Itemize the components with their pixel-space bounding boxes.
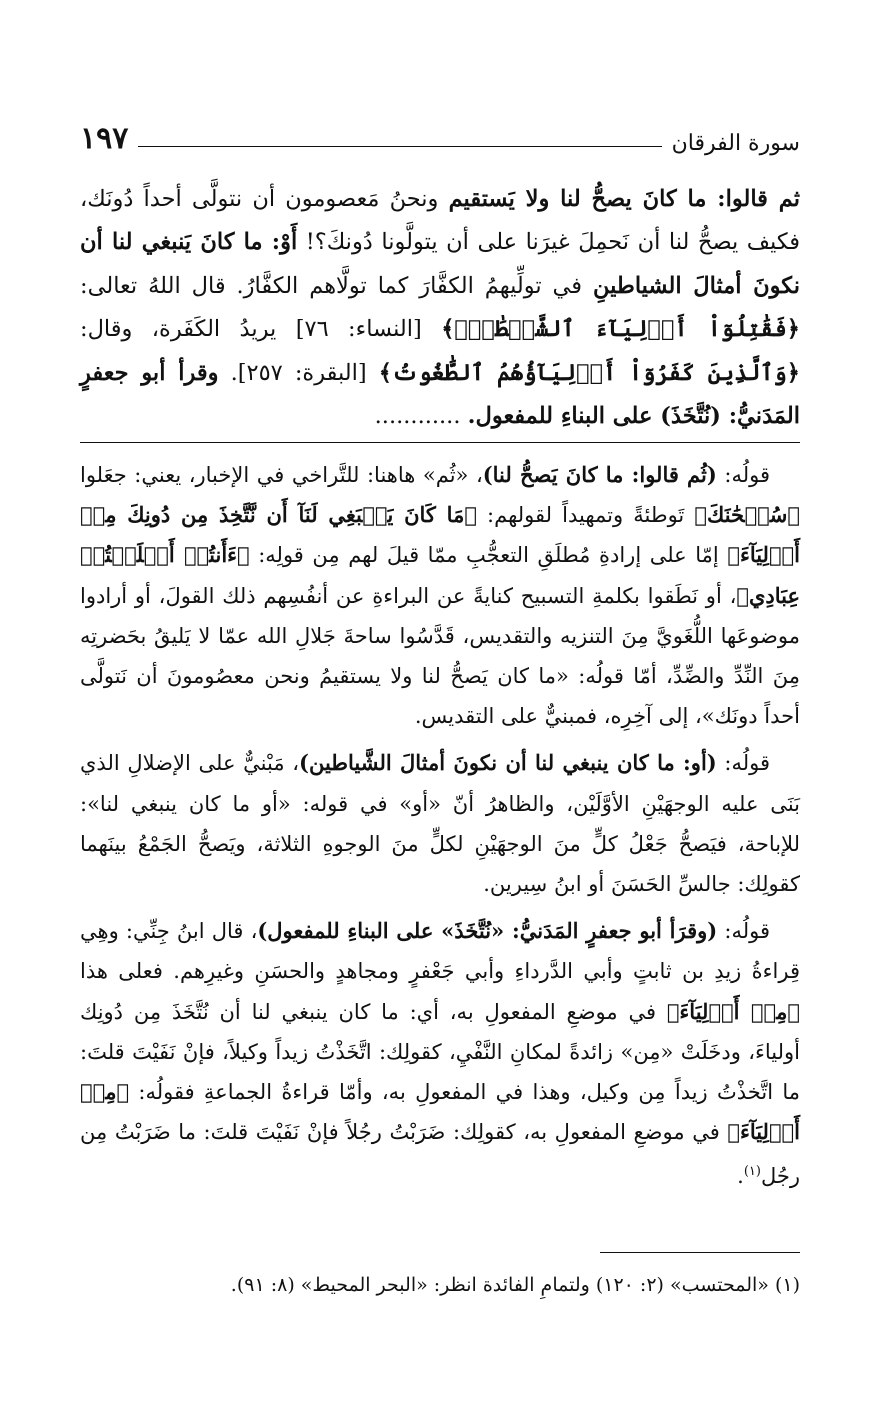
quran-verse: ﴿مِنۡ أَوۡلِيَآءَ﴾ [80,1079,800,1145]
page-header [80,112,800,156]
header-rule [138,146,661,147]
quran-verse: ﴿ءَأَنتُمۡ أَضۡلَلۡتُمۡ عِبَادِي﴾ [80,542,800,608]
bold-phrase: (ثُم قالوا: ما كانَ يَصحُّ لنا) [482,462,717,487]
quran-verse: ﴿مَا كَانَ يَنۢبَغِي لَنَآ أَن نَّتَّخِذَ مِن دُونِكَ مِنۡ أَوۡلِيَآءَ﴾ [80,502,800,568]
bold-phrase: أَوْ: ما كانَ يَنبغي لنا أن نكونَ أمثالَ الشياطينِ [80,229,800,299]
quran-verse: ﴿وَٱلَّذِينَ كَفَرُوٓاْ أَوۡلِيَآؤُهُمُ ٱلطَّٰغُوتُ﴾ [378,359,800,386]
text-run: قولُه: [716,751,771,776]
footnote-marker[interactable]: (١) [743,1164,761,1180]
footnote-rule [600,1252,800,1253]
bold-phrase: (أو: ما كان ينبغي لنا أن نكونَ أمثالَ الشَّياطين) [299,750,717,776]
dot-leader: ............ [374,403,468,430]
bold-phrase: ثم قالوا: ما كانَ يصحُّ لنا ولا يَستقيم [448,186,801,212]
text-run: ونحنُ مَعصومون أن نتولَّى أحداً دُونَك، فكيف يصحُّ لنا أن نَحمِلَ غيرَنا على أن يتولَّونا دُونكَ؟! [80,186,801,256]
text-run: قولُه: [717,919,770,944]
main-paragraph [80,178,800,438]
text-run: في تولِّيهمُ الكفَّارَ كما تولَّاهم الكفَّارُ. قال اللهُ تعالى: [80,272,593,299]
text-run: ، «ثُم» هاهنا: للتَّراخي في الإخبار، يعني: جعَلوا [80,463,483,487]
commentary-paragraph [80,455,800,736]
commentary [80,455,800,1197]
page-number: ١٩٧ [80,121,129,156]
footnote: (١) «المحتسب» (٢: ١٢٠) ولتمامِ الفائدة انظر: «البحر المحيط» (٨: ٩١). [230,1274,800,1296]
text-run: ، أو نَطَقوا بكلمةِ التسبيح كنايةً عن البراءةِ عن أنفُسِهم ذلك القولَ، أو أرادوا موضوعَها اللُّغَويَّ مِنَ التنزيه والتقديس، قَدَّسُوا ساحةَ جَلالِ الله عمّا لا يَليقُ بحَضرتِه مِنَ النِّدِّ والضِّدِّ، أمّا قولُه: «ما كان يَصحُّ لنا ولا يستقيمُ ونحن معصُومونَ أن نَتولَّى أحداً دونَك»، إلى آخِرِه، فمبنيٌّ على التقديس. [80,583,800,729]
text-run: قولُه: [716,463,770,487]
text-run: في موضعِ المفعولِ به، أي: ما كان ينبغي لنا أن نُتَّخَذَ مِن دُونِك أولياءَ، ودخَلَتْ «مِن» زائدةً لمكانِ النَّفْيِ، كقولِك: اتَّخَذْتُ زيداً وكيلاً، فإنْ نَفَيْتَ قلتَ: ما اتَّخذْتُ زيداً مِن وكيل، وهذا في المفعولِ به، وأمّا قراءةُ الجماعةِ فقولُه: [80,999,800,1105]
text-run: في موضعِ المفعولِ به، كقولِك: ضَرَبْتُ رجُلاً فإنْ نَفَيْتَ قلتَ: ما ضَرَبْتُ مِن رجُل [80,1120,800,1189]
bold-phrase: (وقرَأ أبو جعفرٍ المَدَنيُّ: «نُتَّخَذَ» على البناءِ للمفعول) [257,918,718,944]
bold-phrase: وقرأ أبو جعفرٍ المَدَنيُّ: (نُتَّخَذَ) على البناءِ للمفعول. [80,359,800,430]
commentary-paragraph [80,743,800,904]
text-run: [البقرة: ٢٥٧]. [218,359,379,386]
quran-verse: ﴿سُبۡحَٰنَكَ﴾ [694,502,800,528]
commentary-paragraph [80,911,800,1196]
quran-verse: ﴿فَقَٰتِلُوٓاْ أَوۡلِيَآءَ ٱلشَّيۡطَٰنِۖ﴾ [441,316,800,343]
text-run: [النساء: ٧٦] يريدُ الكَفَرة، وقال: [80,316,442,343]
quran-verse: ﴿مِنۡ أَوۡلِيَآءَ﴾ [666,998,800,1024]
text-run: إمّا على إرادةِ مُطلَقِ التعجُّبِ ممّا قيلَ لهم مِن قولِه: [249,543,728,568]
text-run: ، قال ابنُ جِنِّي: وهِي قِراءةُ زيدِ بن ثابتٍ وأبي الدَّرداءِ وأبي جَعْفرٍ ومجاهدٍ والحسَنِ وغيرِهم. فعلى هذا [80,919,800,984]
text-run: ، مَبْنيٌّ على الإضلالِ الذي بَنَى عليه الوجهَيْنِ الأوَّلَيْن، والظاهرُ أنّ «أو» في قوله: «أو ما كان ينبغي لنا»: للإباحة، فيَصحُّ جَعْلُ كلٍّ منَ الوجهَيْنِ لكلٍّ منَ الوجوهِ الثلاثة، ويَصحُّ الجَمْعُ بينَهما كقولِك: جالسِّ الحَسَنَ أو ابنُ سِيرين. [80,751,800,897]
text-run: تَوطئةً وتمهيداً لقولهم: [476,503,695,528]
section-divider [80,442,800,443]
text-run: . [737,1164,744,1189]
main-text [80,178,800,438]
surah-title: سورة الفرقان [671,131,800,156]
